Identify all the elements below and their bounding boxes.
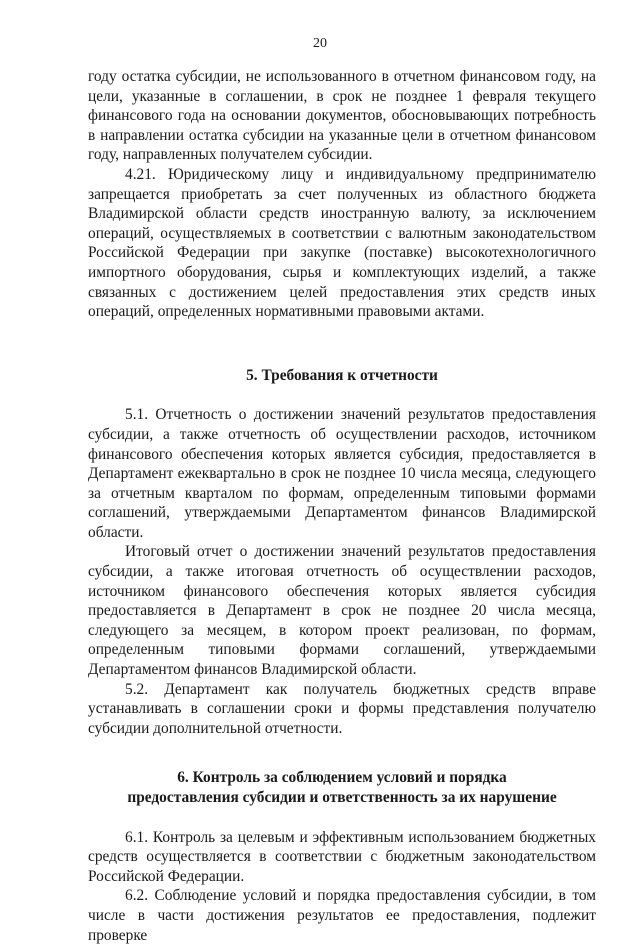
- document-body: [88, 67, 596, 945]
- page-number: 20: [313, 36, 327, 51]
- section-5-heading: 5. Требования к отчетности: [246, 366, 438, 384]
- paragraph-4-21: 4.21. Юридическому лицу и индивидуальному предпринимателю запрещается приобретать за счет полученных из областного бюджета Владимирской области средств иностранную валюту, за исключением операций, осуществляемых в соответствии с валютным законодательством Российской Федерации при закупке (поставке) высокотехнологичного импортного оборудования, сырья и комплектующих изделий, а также связанных с достижением целей предоставления этих средств иных операций, определенных нормативными правовыми актами.: [88, 165, 596, 321]
- continuation-paragraph: году остатка субсидии, не использованного в отчетном финансовом году, на цели, указанные в соглашении, в срок не позднее 1 февраля текущего финансового года на основании документов, обосновывающих потребность в направлении остатка субсидии на указанные цели в отчетном финансовом году, направленных получателем субсидии.: [88, 68, 596, 164]
- paragraph-5-1: 5.1. Отчетность о достижении значений результатов предоставления субсидии, а также отчетность об осуществлении расходов, источником финансового обеспечения которых является субсидия, предоставляется в Департамент ежеквартально в срок не позднее 10 числа месяца, следующего за отчетным кварталом по формам, определенным типовыми формами соглашений, утверждаемыми Департаментом финансов Владимирской области.: [88, 406, 596, 541]
- paragraph-6-2: 6.2. Соблюдение условий и порядка предоставления субсидии, в том числе в части достижения результатов ее предоставления, подлежит проверке: [88, 887, 596, 944]
- paragraph-6-1: 6.1. Контроль за целевым и эффективным использованием бюджетных средств осуществляется в соответствии с бюджетным законодательством Российской Федерации.: [88, 828, 596, 885]
- paragraph-5-2: 5.2. Департамент как получатель бюджетных средств вправе устанавливать в соглашении сроки и формы представления получателю субсидии дополнительной отчетности.: [88, 680, 596, 737]
- section-6-heading: [88, 768, 596, 807]
- paragraph-final-report: Итоговый отчет о достижении значений результатов предоставления субсидии, а также итоговая отчетность об осуществлении расходов, источником финансового обеспечения которых является субсидия предоставляется в Департамент в срок не позднее 20 числа месяца, следующего за месяцем, в котором проект реализован, по формам, определенным типовыми формами соглашений, утверждаемыми Департаментом финансов Владимирской области.: [88, 543, 596, 679]
- section-6-heading-line-2: предоставления субсидии и ответственность за их нарушение: [127, 789, 557, 806]
- section-6-heading-line-1: 6. Контроль за соблюдением условий и порядка: [177, 769, 507, 787]
